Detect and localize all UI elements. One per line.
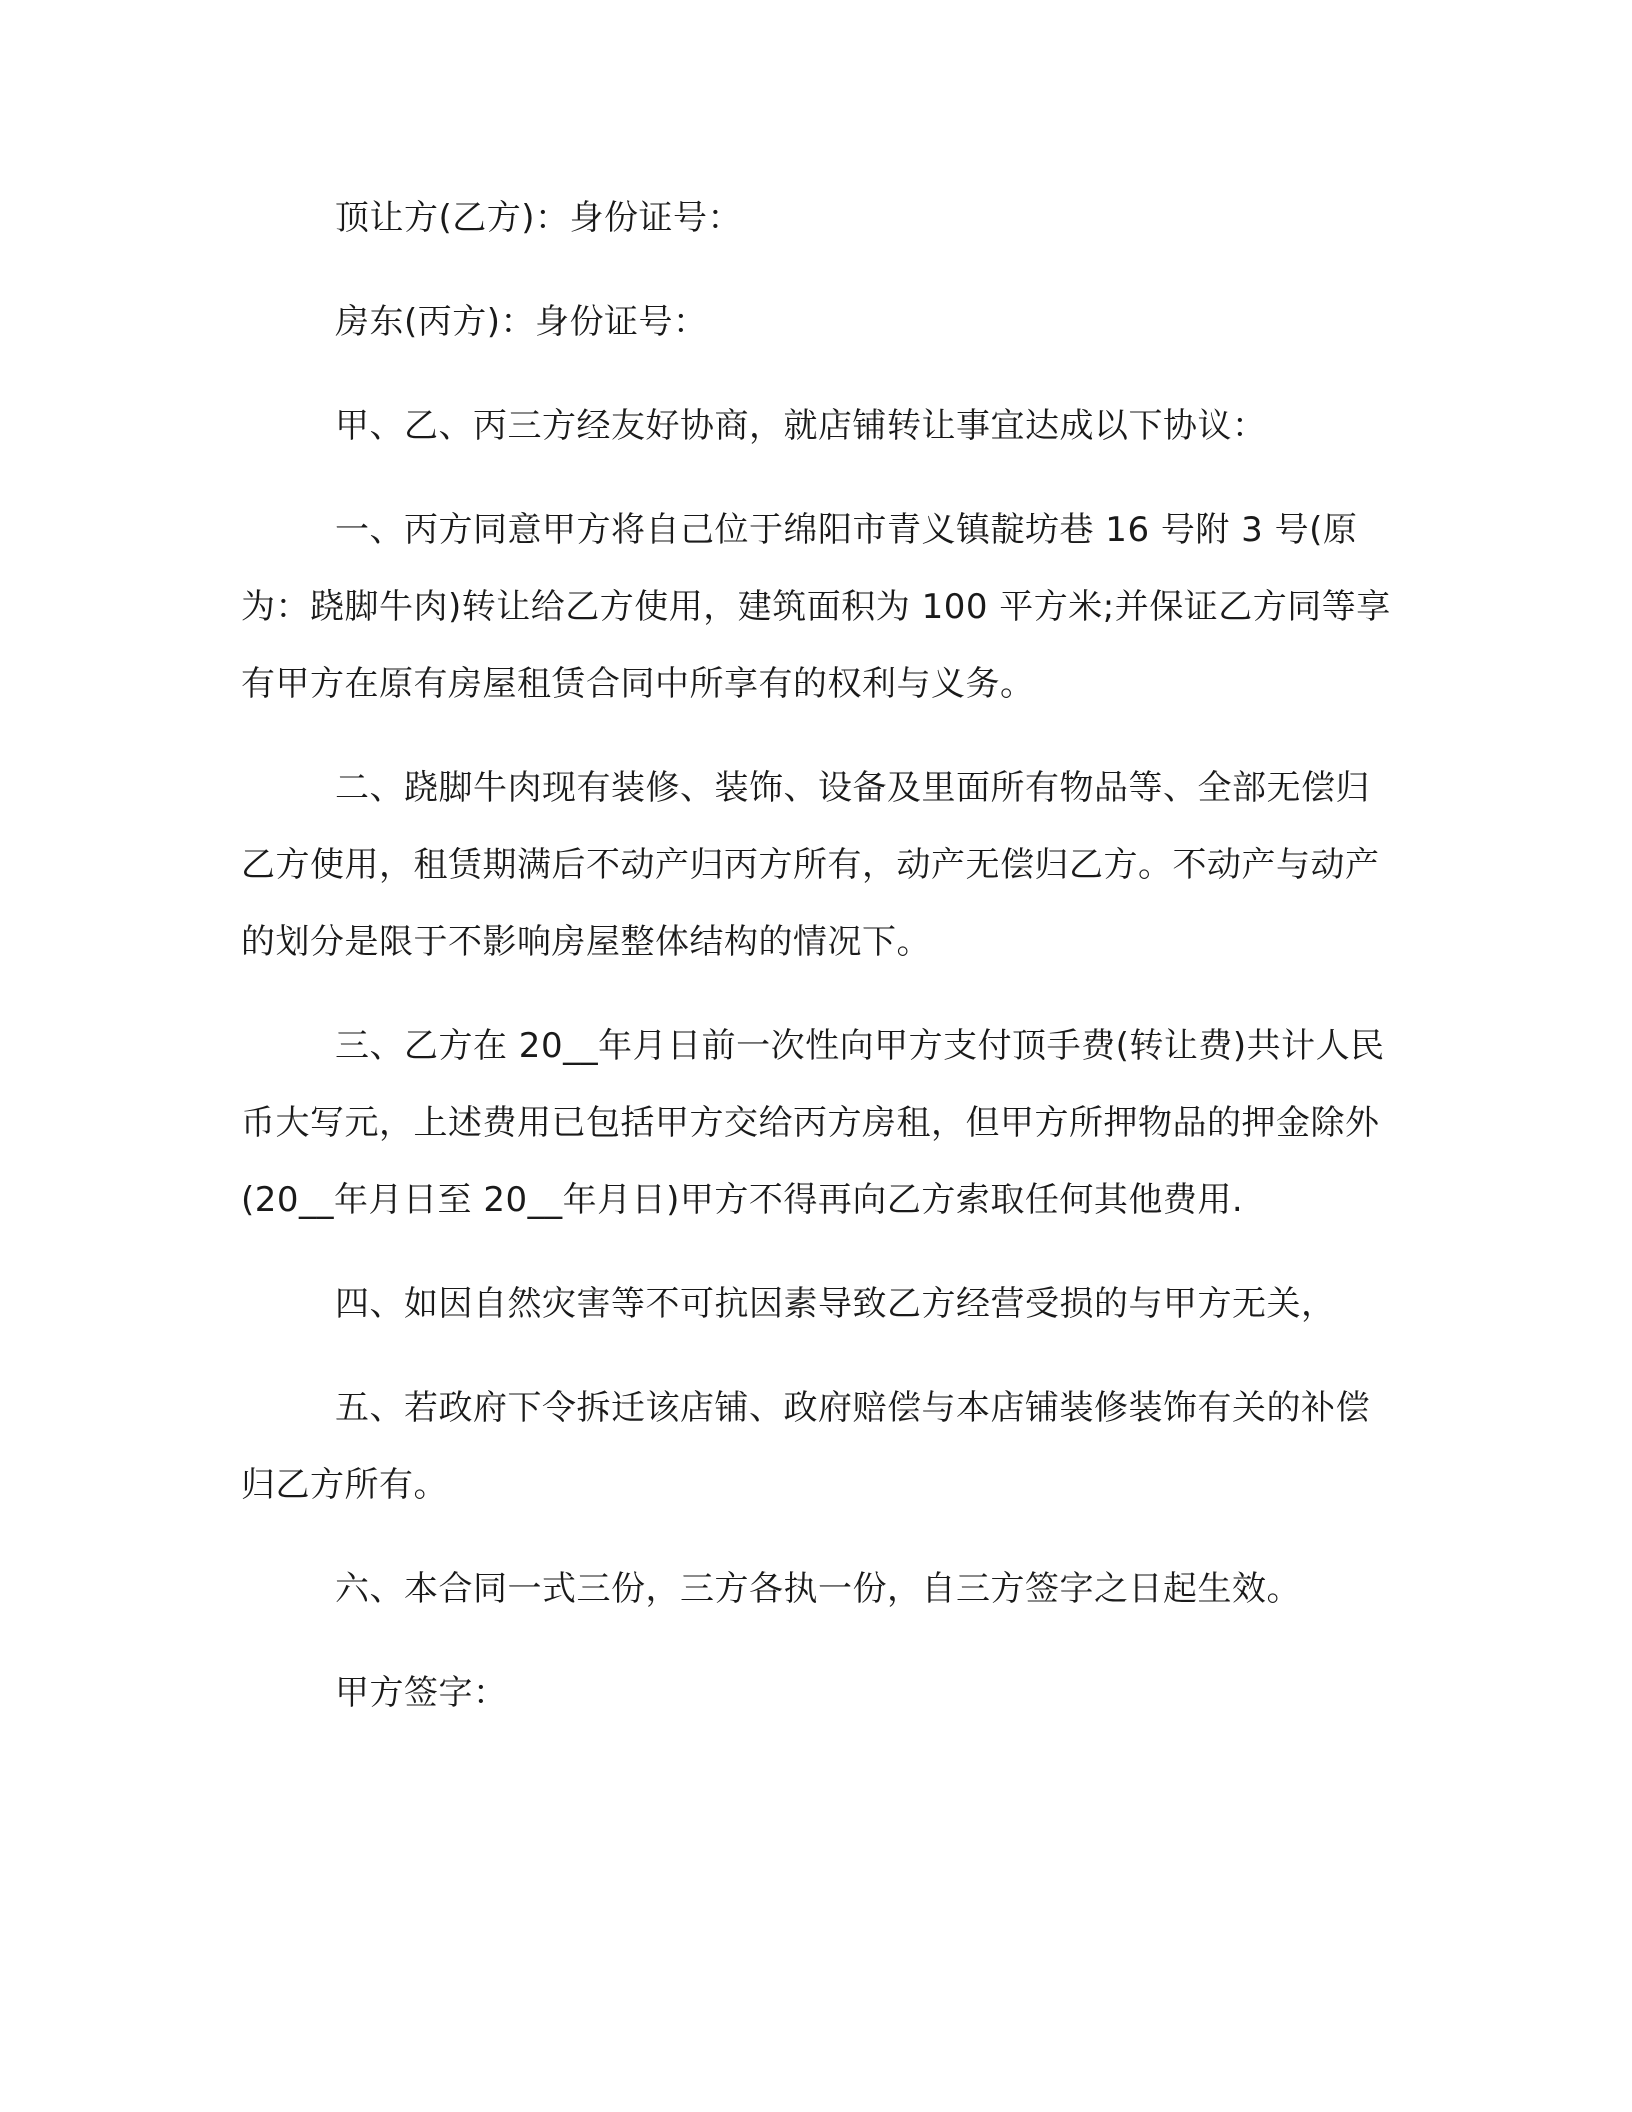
clause-5: 五、若政府下令拆迁该店铺、政府赔偿与本店铺装修装饰有关的补偿归乙方所有。: [241, 1388, 1370, 1505]
party-b-id-line: 顶让方(乙方)：身份证号：: [335, 198, 743, 238]
party-a-signature-line: 甲方签字：: [335, 1673, 508, 1713]
clause-2: 二、跷脚牛肉现有装修、装饰、设备及里面所有物品等、全部无偿归乙方使用，租赁期满后不动产归丙方所有，动产无偿归乙方。不动产与动产的划分是限于不影响房屋整体结构的情况下。: [241, 768, 1380, 962]
agreement-intro: 甲、乙、丙三方经友好协商，就店铺转让事宜达成以下协议：: [335, 406, 1267, 446]
clause-4: 四、如因自然灾害等不可抗因素导致乙方经营受损的与甲方无关，: [335, 1284, 1336, 1324]
document-body: [241, 180, 1391, 1732]
clause-6: 六、本合同一式三份，三方各执一份，自三方签字之日起生效。: [335, 1569, 1301, 1609]
clause-1: 一、丙方同意甲方将自己位于绵阳市青义镇靛坊巷 16 号附 3 号(原为：跷脚牛肉)转让给乙方使用，建筑面积为 100 平方米;并保证乙方同等享有甲方在原有房屋租赁合同中所享有的权利与义务。: [241, 510, 1391, 704]
party-c-id-line: 房东(丙方)：身份证号：: [335, 302, 708, 342]
clause-3: 三、乙方在 20__年月日前一次性向甲方支付顶手费(转让费)共计人民币大写元，上述费用已包括甲方交给丙方房租，但甲方所押物品的押金除外(20__年月日至 20__年月日)甲方不得再向乙方索取任何其他费用.: [241, 1026, 1385, 1220]
